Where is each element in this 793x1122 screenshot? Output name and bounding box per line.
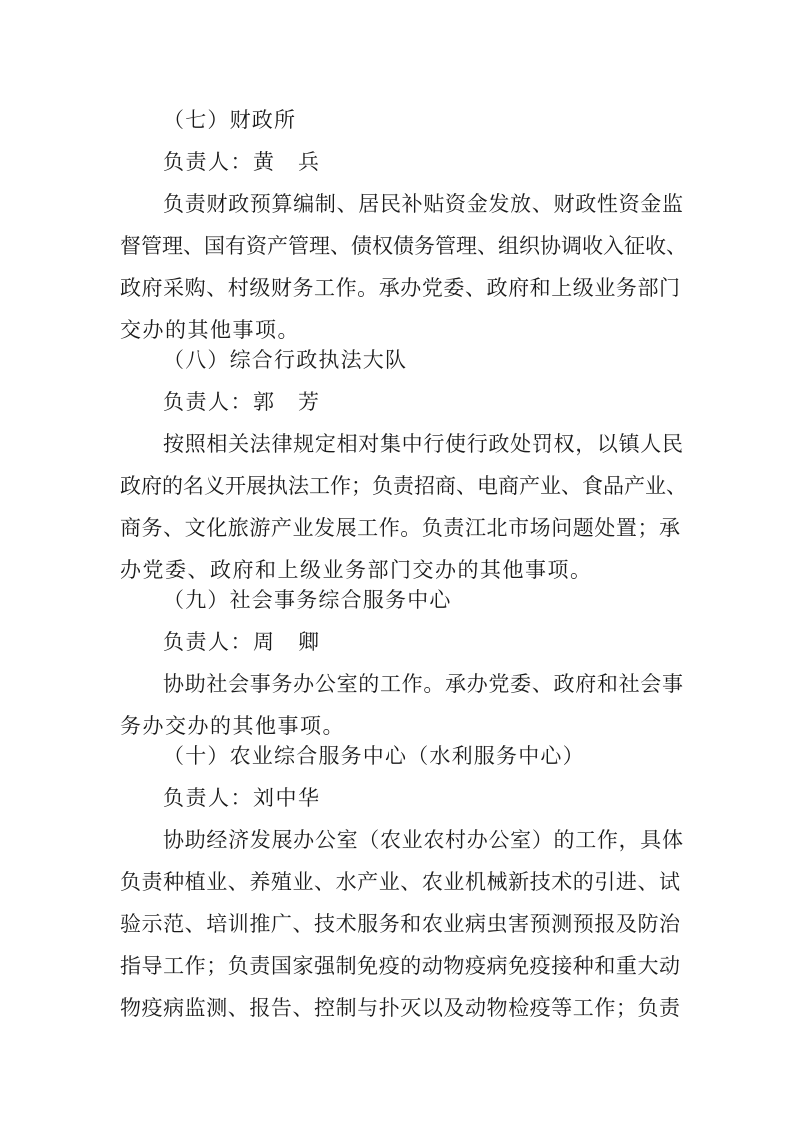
- section-head-person: 负责人：郭 芳: [163, 390, 321, 414]
- body-line: 验示范、培训推广、技术服务和农业病虫害预测预报及防治: [120, 912, 680, 936]
- section-heading: （九）社会事务综合服务中心: [163, 588, 452, 612]
- section-head-person: 负责人：刘中华: [163, 786, 321, 810]
- body-line: 交办的其他事项。: [120, 318, 300, 342]
- section-heading: （十）农业综合服务中心（水利服务中心）: [163, 744, 585, 768]
- section-head-person: 负责人：黄 兵: [163, 150, 321, 174]
- body-line: 协助社会事务办公室的工作。承办党委、政府和社会事: [163, 672, 683, 696]
- body-line: 指导工作；负责国家强制免疫的动物疫病免疫接种和重大动: [120, 954, 680, 978]
- body-line: 办党委、政府和上级业务部门交办的其他事项。: [120, 558, 593, 582]
- body-line: 协助经济发展办公室（农业农村办公室）的工作，具体: [163, 828, 683, 852]
- section-head-person: 负责人：周 卿: [163, 630, 321, 654]
- section-heading: （七）财政所: [163, 108, 297, 132]
- body-line: 按照相关法律规定相对集中行使行政处罚权，以镇人民: [163, 432, 683, 456]
- body-line: 负责财政预算编制、居民补贴资金发放、财政性资金监: [163, 192, 683, 216]
- body-line: 负责种植业、养殖业、水产业、农业机械新技术的引进、试: [120, 870, 680, 894]
- body-line: 物疫病监测、报告、控制与扑灭以及动物检疫等工作；负责: [120, 996, 680, 1020]
- body-line: 商务、文化旅游产业发展工作。负责江北市场问题处置；承: [120, 516, 680, 540]
- body-line: 政府采购、村级财务工作。承办党委、政府和上级业务部门: [120, 276, 680, 300]
- section-heading: （八）综合行政执法大队: [163, 348, 408, 372]
- body-line: 政府的名义开展执法工作；负责招商、电商产业、食品产业、: [120, 474, 687, 498]
- body-line: 务办交办的其他事项。: [120, 714, 345, 738]
- body-line: 督管理、国有资产管理、债权债务管理、组织协调收入征收、: [120, 234, 687, 258]
